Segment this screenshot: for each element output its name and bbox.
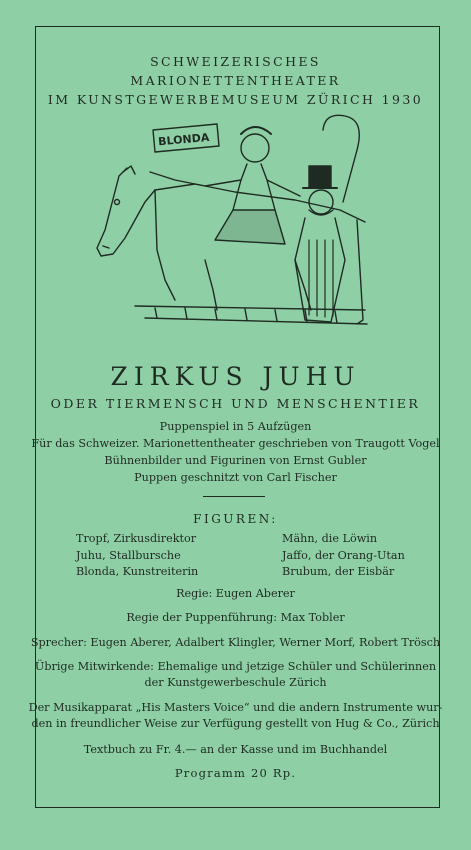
rider-head — [241, 134, 269, 162]
figuren-heading: FIGUREN: — [193, 512, 278, 526]
music-line-2: den in freundlicher Weise zur Verfügung gestellt von Hug & Co., Zürich — [31, 717, 440, 730]
cast-item: Juhu, Stallbursche — [76, 548, 181, 562]
textbook-line: Textbuch zu Fr. 4.— an der Kasse und im Buchhandel — [83, 743, 388, 756]
cast-item: Brubum, der Eisbär — [282, 565, 395, 578]
cast-left — [76, 531, 198, 581]
page-subtitle: ODER TIERMENSCH UND MENSCHENTIER — [50, 396, 421, 411]
participants-line-1: Übrige Mitwirkende: Ehemalige und jetzige Schüler und Schülerinnen — [34, 660, 437, 673]
music-line-1: Der Musikapparat „His Masters Voice“ und die andern Instrumente wur- — [28, 701, 443, 714]
speakers-line: Sprecher: Eugen Aberer, Adalbert Klingler, Werner Morf, Robert Trösch — [30, 636, 441, 649]
credit-author: Für das Schweizer. Marionettentheater geschrieben von Traugott Vogel — [31, 437, 440, 450]
programme-price: Programm 20 Rp. — [174, 766, 297, 780]
circus-rider-illustration — [95, 110, 385, 348]
header-line-1: SCHWEIZERISCHES — [150, 54, 321, 69]
participants-line-2: der Kunstgewerbeschule Zürich — [144, 676, 327, 689]
sign-label: BLONDA — [157, 130, 210, 149]
genre-line: Puppenspiel in 5 Aufzügen — [159, 420, 312, 433]
credit-puppets: Puppen geschnitzt von Carl Fischer — [134, 471, 337, 484]
cast-right — [282, 531, 405, 581]
top-hat — [309, 166, 331, 188]
cast-item: Mähn, die Löwin — [282, 532, 378, 545]
credit-designer: Bühnenbilder und Figurinen von Ernst Gubler — [104, 454, 367, 467]
header-line-3: IM KUNSTGEWERBEMUSEUM ZÜRICH 1930 — [47, 92, 424, 107]
cast-item: Jaffo, der Orang-Utan — [282, 548, 405, 562]
divider — [203, 496, 265, 497]
puppetry-direction-line: Regie der Puppenführung: Max Tobler — [126, 611, 345, 624]
page-title: ZIRKUS JUHU — [110, 362, 361, 391]
cast-item: Tropf, Zirkusdirektor — [76, 532, 197, 545]
cast-item: Blonda, Kunstreiterin — [76, 565, 199, 578]
header-line-2: MARIONETTENTHEATER — [130, 73, 341, 88]
regie-line: Regie: Eugen Aberer — [176, 587, 295, 600]
